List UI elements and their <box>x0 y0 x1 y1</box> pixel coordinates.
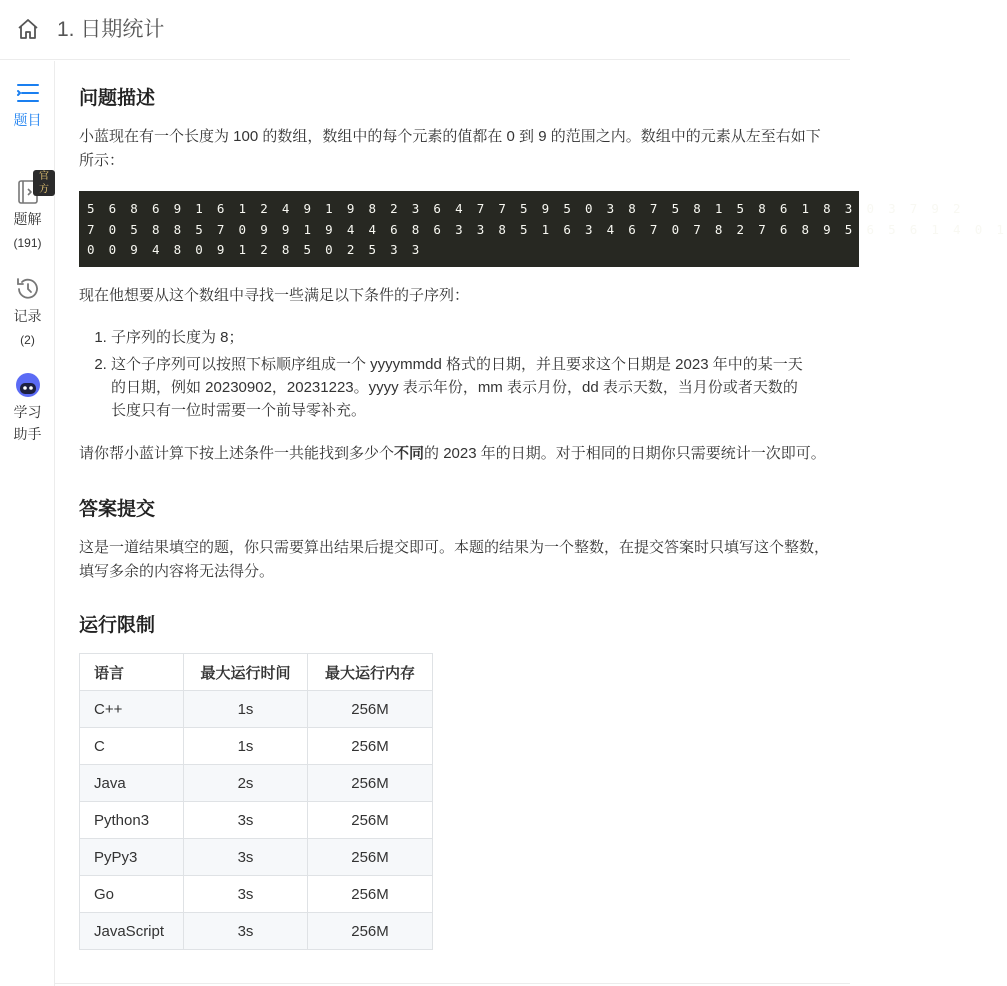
solution-count: (191) <box>13 236 42 250</box>
condition-item <box>111 326 881 349</box>
sidebar-item-label: 题解 <box>13 211 42 227</box>
sidebar-item-label: 记录 <box>13 308 42 324</box>
table-header-row <box>80 654 433 691</box>
cell-language: Python3 <box>80 802 184 839</box>
array-code-block <box>79 191 1007 267</box>
ask-text-post: 的 2023 年的日期。对于相同的日期你只需要统计一次即可。 <box>424 445 826 462</box>
ask-text-pre: 请你帮小蓝计算下按上述条件一共能找到多少个 <box>79 445 395 462</box>
column-header: 最大运行时间 <box>184 654 308 691</box>
condition-text: 的日期，例如 20230902，20231223。yyyy 表示年份，mm 表示月份，dd 表示天数，当月份或者天数的 <box>111 379 798 396</box>
cell-memory: 256M <box>308 876 433 913</box>
description-line-2: 所示： <box>79 152 125 169</box>
cell-time: 3s <box>184 839 308 876</box>
cell-memory: 256M <box>308 839 433 876</box>
condition-text: 这个子序列可以按照下标顺序组成一个 yyyymmdd 格式的日期，并且要求这个日期是 2023 年中的某一天 <box>111 356 803 373</box>
cell-memory: 256M <box>308 765 433 802</box>
code-line: 7 0 5 8 8 5 7 0 9 9 1 9 4 4 6 8 6 3 3 8 5 1 6 3 4 6 7 0 7 8 2 7 6 8 9 5 6 5 6 1 4 0 1 <box>87 221 1007 237</box>
cell-time: 1s <box>184 728 308 765</box>
code-line: 5 6 8 6 9 1 6 1 2 4 9 1 9 8 2 3 6 4 7 7 5 9 5 0 3 8 7 5 8 1 5 8 6 1 8 3 0 3 7 9 2 <box>87 201 964 216</box>
description-line-1: 小蓝现在有一个长度为 100 的数组，数组中的每个元素的值都在 0 到 9 的范围之内。数组中的元素从左至右如下 <box>79 128 821 145</box>
sidebar-item-records[interactable] <box>0 275 55 351</box>
cell-memory: 256M <box>308 728 433 765</box>
cell-time: 3s <box>184 913 308 950</box>
column-header: 最大运行内存 <box>308 654 433 691</box>
list-icon <box>0 81 55 109</box>
table-row <box>80 728 433 765</box>
sidebar-item-problem[interactable] <box>0 81 55 131</box>
sidebar-item-label: 学习 <box>13 404 42 420</box>
sidebar-item-assistant[interactable] <box>0 371 55 445</box>
page-title: 1. 日期统计 <box>57 18 165 41</box>
cell-memory: 256M <box>308 802 433 839</box>
cell-memory: 256M <box>308 691 433 728</box>
sidebar-item-label-2: 助手 <box>13 426 42 442</box>
column-header: 语言 <box>80 654 184 691</box>
table-row <box>80 913 433 950</box>
limits-table <box>79 653 433 950</box>
cell-language: Java <box>80 765 184 802</box>
cell-language: C <box>80 728 184 765</box>
condition-text: 子序列的长度为 8； <box>111 329 244 346</box>
heading-description: 问题描述 <box>79 88 156 109</box>
code-line: 0 0 9 4 8 0 9 1 2 8 5 0 2 5 3 3 <box>87 242 423 257</box>
find-text: 现在他想要从这个数组中寻找一些满足以下条件的子序列： <box>79 287 470 304</box>
sidebar <box>0 61 55 986</box>
cell-language: Go <box>80 876 184 913</box>
ask-text <box>79 442 869 466</box>
robot-icon <box>0 371 55 401</box>
table-row <box>80 765 433 802</box>
bottom-divider <box>55 983 850 984</box>
submit-line-2: 填写多余的内容将无法得分。 <box>79 563 275 580</box>
heading-limits: 运行限制 <box>79 615 156 636</box>
cell-time: 1s <box>184 691 308 728</box>
cell-language: C++ <box>80 691 184 728</box>
table-row <box>80 802 433 839</box>
record-count: (2) <box>20 333 35 347</box>
home-icon[interactable] <box>16 17 40 41</box>
table-row <box>80 839 433 876</box>
cell-language: JavaScript <box>80 913 184 950</box>
table-row <box>80 876 433 913</box>
sidebar-item-solutions[interactable] <box>0 171 55 254</box>
official-badge: 官方 <box>33 170 55 196</box>
cell-time: 3s <box>184 802 308 839</box>
condition-item <box>111 353 881 422</box>
table-row <box>80 691 433 728</box>
cell-time: 3s <box>184 876 308 913</box>
condition-list <box>79 326 881 426</box>
cell-memory: 256M <box>308 913 433 950</box>
ask-text-bold: 不同 <box>394 445 425 462</box>
cell-language: PyPy3 <box>80 839 184 876</box>
history-icon <box>0 275 55 305</box>
cell-time: 2s <box>184 765 308 802</box>
heading-submit: 答案提交 <box>79 499 156 520</box>
sidebar-item-label: 题目 <box>13 112 42 128</box>
submit-line-1: 这是一道结果填空的题，你只需要算出结果后提交即可。本题的结果为一个整数，在提交答案时只填写这个整数， <box>79 539 830 556</box>
header-bar <box>0 0 850 60</box>
condition-text: 长度只有一位时需要一个前导零补充。 <box>111 402 367 419</box>
